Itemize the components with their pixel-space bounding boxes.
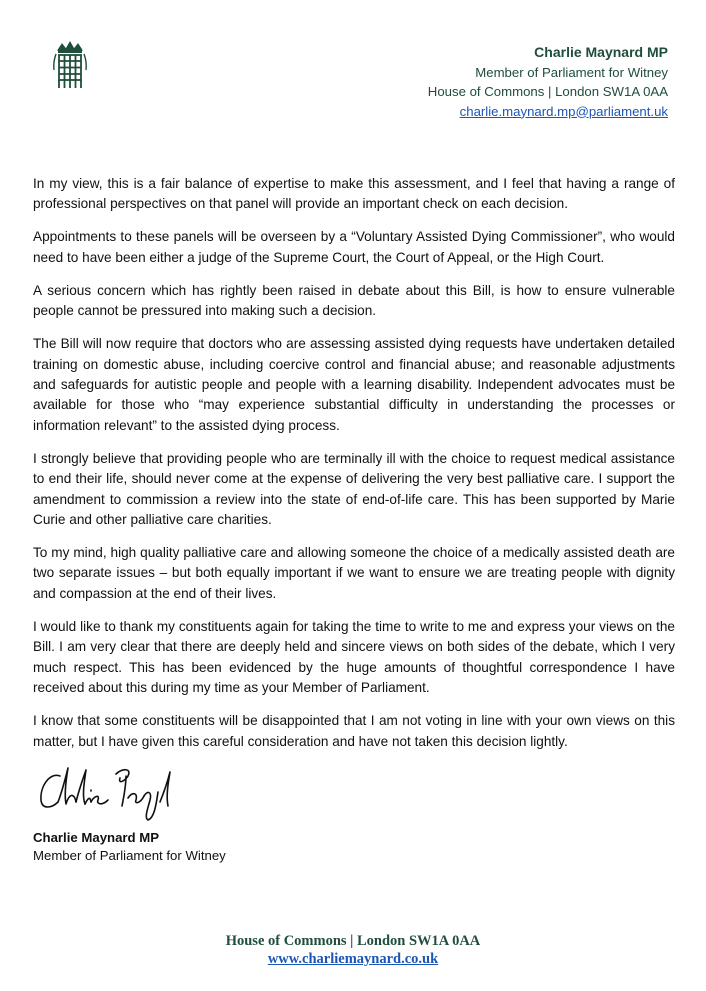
mp-address: House of Commons | London SW1A 0AA: [427, 84, 668, 99]
paragraph: To my mind, high quality palliative care and allowing someone the choice of a medically assisted death are two separate issues – but both equally important if we want to ensure we are treating people with dignity and compassion at the end of their lives.: [33, 545, 675, 601]
mp-role: Member of Parliament for Witney: [475, 64, 668, 80]
paragraph: The Bill will now require that doctors who are assessing assisted dying requests have undertaken detailed training on domestic abuse, including coercive control and financial abuse; and reasonable adjustments and safeguards for autistic people and people with a learning disability. Independent advocates must be available for those who “may experience substantial difficulty in understanding the processes or information relevant” to the assisted dying process.: [33, 336, 675, 433]
paragraph: I would like to thank my constituents again for taking the time to write to me and express your views on the Bill. I am very clear that there are deeply held and sincere views on both sides of the debate, which I very much respect. This has been evidenced by the huge amounts of thoughtful correspondence I have received about this during my time as your Member of Parliament.: [33, 618, 675, 696]
signoff-role: Member of Parliament for Witney: [33, 848, 226, 863]
portcullis-logo-icon: [50, 40, 90, 92]
footer-address: House of Commons | London SW1A 0AA: [225, 933, 481, 949]
paragraph: I know that some constituents will be disappointed that I am not voting in line with your own views on this matter, but I have given this careful consideration and have not taken this decision lightly.: [33, 713, 675, 749]
paragraph: I strongly believe that providing people who are terminally ill with the choice to request medical assistance to end their life, should never come at the expense of delivering the very best palliative care. I support the amendment to commission a review into the state of end-of-life care. This has been supported by Marie Curie and other palliative care charities.: [33, 450, 675, 528]
website-link[interactable]: www.charliemaynard.co.uk: [267, 951, 439, 967]
paragraph: Appointments to these panels will be overseen by a “Voluntary Assisted Dying Commissioner”, who would need to have been either a judge of the Supreme Court, the Court of Appeal, or the High Court.: [33, 229, 675, 265]
mp-name: Charlie Maynard MP: [534, 44, 668, 60]
footer: [0, 932, 706, 968]
email-link[interactable]: charlie.maynard.mp@parliament.uk: [459, 103, 668, 119]
letter-body: [33, 174, 675, 765]
signoff: [33, 829, 226, 865]
handwritten-signature: [36, 762, 186, 822]
signoff-name: Charlie Maynard MP: [33, 830, 160, 845]
letterhead: [428, 43, 668, 121]
paragraph: In my view, this is a fair balance of expertise to make this assessment, and I feel that having a range of professional perspectives on that panel will provide an important check on each decision.: [33, 176, 675, 212]
paragraph: A serious concern which has rightly been raised in debate about this Bill, is how to ensure vulnerable people cannot be pressured into making such a decision.: [33, 282, 675, 319]
